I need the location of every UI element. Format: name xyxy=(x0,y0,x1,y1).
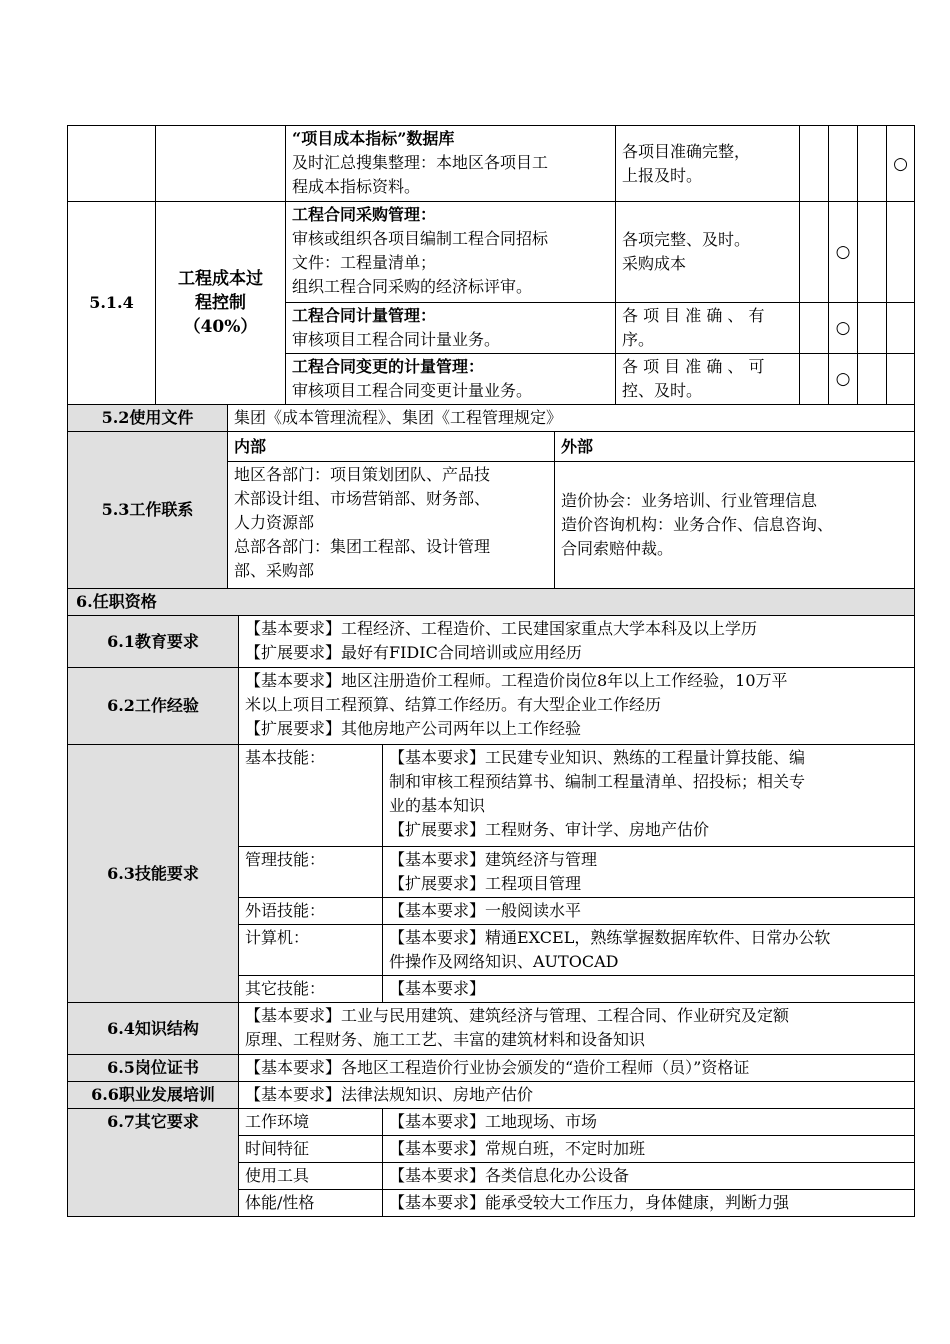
contact-line: 合同索赔仲裁。 xyxy=(561,539,674,558)
contact-line: 人力资源部 xyxy=(234,513,315,532)
requirement-line: 【基本要求】地区注册造价工程师。工程造价岗位8年以上工作经验，10万平 xyxy=(245,671,788,690)
circle-mark: ○ xyxy=(829,354,858,405)
table-row xyxy=(68,668,915,745)
section-number: 5.1.4 xyxy=(68,202,156,405)
standard-text: 序。 xyxy=(622,330,655,349)
requirement-line: 【扩展要求】其他房地产公司两年以上工作经验 xyxy=(245,719,582,738)
section-title: 工程成本过 xyxy=(178,269,263,289)
standard-text: 采购成本 xyxy=(622,254,687,273)
requirement-line: 原理、工程财务、施工工艺、丰富的建筑材料和设备知识 xyxy=(245,1030,646,1049)
skill-name: 其它技能： xyxy=(239,976,383,1003)
contact-line: 部、采购部 xyxy=(234,561,315,580)
table-row xyxy=(68,745,915,847)
certificate-value: 【基本要求】各地区工程造价行业协会颁发的“造价工程师（员）”资格证 xyxy=(239,1055,915,1082)
item-desc: 文件：工程量清单； xyxy=(292,253,437,272)
skill-name: 计算机： xyxy=(239,925,383,976)
item-title: 工程合同采购管理： xyxy=(292,205,437,224)
training-label: 6.6职业发展培训 xyxy=(68,1082,239,1109)
contacts-label: 5.3工作联系 xyxy=(68,432,228,589)
table-row xyxy=(68,1003,915,1055)
requirement-line: 业的基本知识 xyxy=(389,796,486,815)
standard-cell xyxy=(616,202,800,303)
job-description-table xyxy=(67,404,915,1217)
other-value: 【基本要求】工地现场、市场 xyxy=(383,1109,915,1136)
skill-name: 基本技能： xyxy=(239,745,383,847)
other-value: 【基本要求】各类信息化办公设备 xyxy=(383,1163,915,1190)
other-label: 6.7其它要求 xyxy=(68,1109,239,1217)
empty-cell xyxy=(156,126,286,202)
standard-text: 控、及时。 xyxy=(622,381,703,400)
skill-value xyxy=(383,898,915,925)
requirement-line: 制和审核工程预结算书、编制工程量清单、招投标；相关专 xyxy=(389,772,806,791)
internal-contacts xyxy=(228,462,555,589)
circle-mark: ○ xyxy=(829,202,858,303)
skill-value xyxy=(383,925,915,976)
other-name: 时间特征 xyxy=(239,1136,383,1163)
education-value xyxy=(239,616,915,668)
item-desc: 程成本指标资料。 xyxy=(292,177,421,196)
table-row xyxy=(68,1082,915,1109)
standard-text: 各 项 目 准 确 、 可 xyxy=(622,357,765,376)
section-weight: （40%） xyxy=(183,317,258,337)
other-name: 工作环境 xyxy=(239,1109,383,1136)
contact-line: 术部设计组、市场营销部、财务部、 xyxy=(234,489,491,508)
skill-value xyxy=(383,976,915,1003)
contact-line: 造价协会：业务培训、行业管理信息 xyxy=(561,491,818,510)
other-value: 【基本要求】常规白班，不定时加班 xyxy=(383,1136,915,1163)
standard-text: 各项目准确完整， xyxy=(622,141,751,161)
requirement-line: 【基本要求】工业与民用建筑、建筑经济与管理、工程合同、作业研究及定额 xyxy=(245,1006,790,1025)
requirement-line: 【基本要求】建筑经济与管理 xyxy=(389,850,598,869)
table-row xyxy=(68,405,915,432)
contact-line: 总部各部门：集团工程部、设计管理 xyxy=(234,537,491,556)
requirement-line: 【扩展要求】最好有FIDIC合同培训或应用经历 xyxy=(245,643,582,662)
empty-cell xyxy=(858,303,887,354)
external-contacts xyxy=(555,462,915,589)
standard-cell xyxy=(616,354,800,405)
requirement-line: 【基本要求】 xyxy=(389,979,486,998)
item-desc: 及时汇总搜集整理：本地区各项目工 xyxy=(292,153,549,172)
skill-name: 管理技能： xyxy=(239,847,383,898)
experience-label: 6.2工作经验 xyxy=(68,668,239,745)
item-cell xyxy=(286,202,616,303)
cost-control-table xyxy=(67,125,915,405)
certificate-label: 6.5岗位证书 xyxy=(68,1055,239,1082)
item-title: 工程合同计量管理： xyxy=(292,306,437,325)
empty-cell xyxy=(829,126,858,202)
qualifications-title: 6.任职资格 xyxy=(68,589,915,616)
other-name: 体能/性格 xyxy=(239,1190,383,1217)
table-row xyxy=(68,589,915,616)
knowledge-value xyxy=(239,1003,915,1055)
requirement-line: 【基本要求】一般阅读水平 xyxy=(389,901,582,920)
item-desc: 审核项目工程合同计量业务。 xyxy=(292,330,501,349)
table-row xyxy=(68,432,915,462)
standard-text: 各 项 目 准 确 、 有 xyxy=(622,306,765,325)
requirement-line: 【扩展要求】工程财务、审计学、房地产估价 xyxy=(389,820,710,839)
requirement-line: 米以上项目工程预算、结算工作经历。有大型企业工作经历 xyxy=(245,695,662,714)
other-value: 【基本要求】能承受较大工作压力，身体健康，判断力强 xyxy=(383,1190,915,1217)
internal-header: 内部 xyxy=(228,432,555,462)
contact-line: 造价咨询机构：业务合作、信息咨询、 xyxy=(561,515,834,534)
requirement-line: 【基本要求】精通EXCEL，熟练掌握数据库软件、日常办公软 xyxy=(389,928,831,947)
item-cell xyxy=(286,354,616,405)
empty-cell xyxy=(68,126,156,202)
table-row xyxy=(68,126,915,202)
experience-value xyxy=(239,668,915,745)
requirement-line: 【基本要求】工程经济、工程造价、工民建国家重点大学本科及以上学历 xyxy=(245,619,758,638)
item-cell xyxy=(286,126,616,202)
empty-cell xyxy=(858,354,887,405)
standard-text: 上报及时。 xyxy=(622,165,703,185)
section-title-cell xyxy=(156,202,286,405)
empty-cell xyxy=(800,354,829,405)
item-desc: 组织工程合同采购的经济标评审。 xyxy=(292,277,533,296)
empty-cell xyxy=(800,202,829,303)
external-header: 外部 xyxy=(555,432,915,462)
requirement-line: 【基本要求】工民建专业知识、熟练的工程量计算技能、编 xyxy=(389,748,806,767)
item-cell xyxy=(286,303,616,354)
requirement-line: 【扩展要求】工程项目管理 xyxy=(389,874,582,893)
item-desc: 审核项目工程合同变更计量业务。 xyxy=(292,381,533,400)
table-row xyxy=(68,616,915,668)
section-title: 程控制 xyxy=(195,293,246,313)
item-title: “项目成本指标”数据库 xyxy=(292,129,455,148)
empty-cell xyxy=(887,303,915,354)
empty-cell xyxy=(887,202,915,303)
contact-line: 地区各部门：项目策划团队、产品技 xyxy=(234,465,491,484)
skills-label: 6.3技能要求 xyxy=(68,745,239,1003)
table-row xyxy=(68,202,915,303)
empty-cell xyxy=(800,303,829,354)
circle-mark: ○ xyxy=(887,126,915,202)
other-name: 使用工具 xyxy=(239,1163,383,1190)
circle-mark: ○ xyxy=(829,303,858,354)
docs-value: 集团《成本管理流程》、集团《工程管理规定》 xyxy=(228,405,915,432)
standard-cell xyxy=(616,303,800,354)
skill-value xyxy=(383,745,915,847)
empty-cell xyxy=(858,126,887,202)
education-label: 6.1教育要求 xyxy=(68,616,239,668)
docs-label: 5.2使用文件 xyxy=(68,405,228,432)
empty-cell xyxy=(887,354,915,405)
standard-cell xyxy=(616,126,800,202)
standard-text: 各项完整、及时。 xyxy=(622,230,751,249)
item-title: 工程合同变更的计量管理： xyxy=(292,357,485,376)
training-value: 【基本要求】法律法规知识、房地产估价 xyxy=(239,1082,915,1109)
table-row xyxy=(68,1109,915,1136)
requirement-line: 件操作及网络知识、AUTOCAD xyxy=(389,952,619,971)
knowledge-label: 6.4知识结构 xyxy=(68,1003,239,1055)
skill-name: 外语技能： xyxy=(239,898,383,925)
item-desc: 审核或组织各项目编制工程合同招标 xyxy=(292,229,549,248)
empty-cell xyxy=(858,202,887,303)
skill-value xyxy=(383,847,915,898)
table-row xyxy=(68,1055,915,1082)
empty-cell xyxy=(800,126,829,202)
